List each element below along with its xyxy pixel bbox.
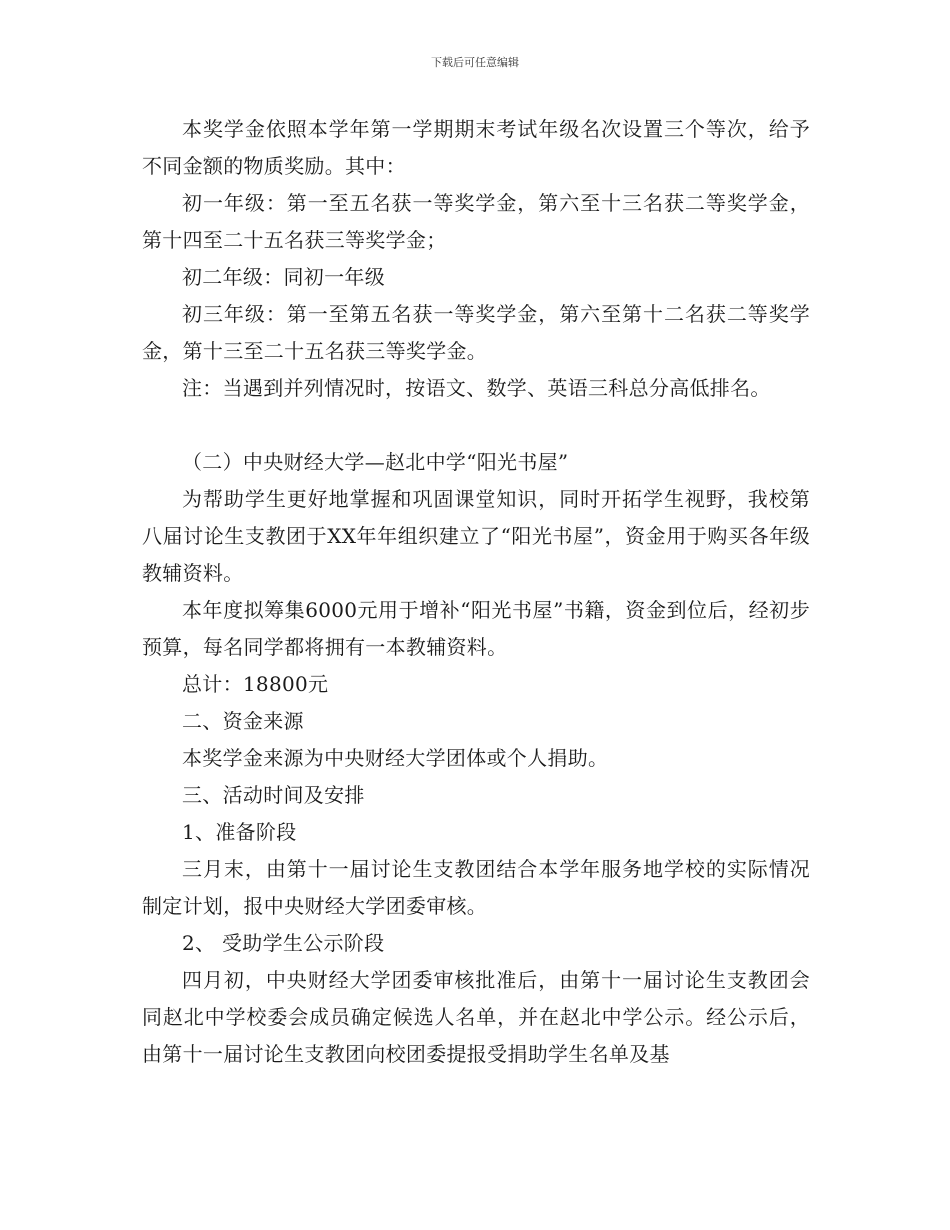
paragraph-grade-one: 初一年级：第一至五名获一等奖学金，第六至十三名获二等奖学金，第十四至二十五名获三等奖学金； bbox=[142, 191, 810, 252]
paragraph-scholarship-levels: 本奖学金依照本学年第一学期期末考试年级名次设置三个等次，给予不同金额的物质奖励。其中： bbox=[142, 117, 810, 178]
section-heading-schedule: 三、活动时间及安排 bbox=[182, 783, 365, 807]
subheading-publicity: 2、 受助学生公示阶段 bbox=[182, 931, 385, 955]
section-heading-funding-source: 二、资金来源 bbox=[182, 709, 304, 733]
paragraph-total: 总计：18800元 bbox=[182, 672, 329, 696]
document-body bbox=[142, 111, 810, 1073]
paragraph-grade-two: 初二年级：同初一年级 bbox=[182, 265, 385, 289]
paragraph-bookhouse-intro: 为帮助学生更好地掌握和巩固课堂知识，同时开拓学生视野，我校第八届讨论生支教团于XX年年组织建立了“阳光书屋”，资金用于购买各年级教辅资料。 bbox=[142, 487, 810, 585]
paragraph-preparation: 三月末，由第十一届讨论生支教团结合本学年服务地学校的实际情况制定计划，报中央财经大学团委审核。 bbox=[142, 857, 810, 918]
paragraph-bookhouse-funding: 本年度拟筹集6000元用于增补“阳光书屋”书籍，资金到位后，经初步预算，每名同学都将拥有一本教辅资料。 bbox=[142, 598, 810, 659]
subheading-preparation: 1、准备阶段 bbox=[182, 820, 297, 844]
paragraph-tie-note: 注：当遇到并列情况时，按语文、数学、英语三科总分高低排名。 bbox=[182, 376, 771, 400]
paragraph-publicity: 四月初，中央财经大学团委审核批准后，由第十一届讨论生支教团会同赵北中学校委会成员确定候选人名单，并在赵北中学公示。经公示后，由第十一届讨论生支教团向校团委提报受捐助学生名单及基 bbox=[142, 968, 810, 1066]
page-header-note: 下载后可任意编辑 bbox=[431, 56, 519, 69]
paragraph-funding-source: 本奖学金来源为中央财经大学团体或个人捐助。 bbox=[182, 746, 609, 770]
paragraph-grade-three: 初三年级：第一至第五名获一等奖学金，第六至第十二名获二等奖学金，第十三至二十五名获三等奖学金。 bbox=[142, 302, 810, 363]
section-heading-sunshine-bookhouse: （二）中央财经大学—赵北中学“阳光书屋” bbox=[182, 450, 569, 474]
